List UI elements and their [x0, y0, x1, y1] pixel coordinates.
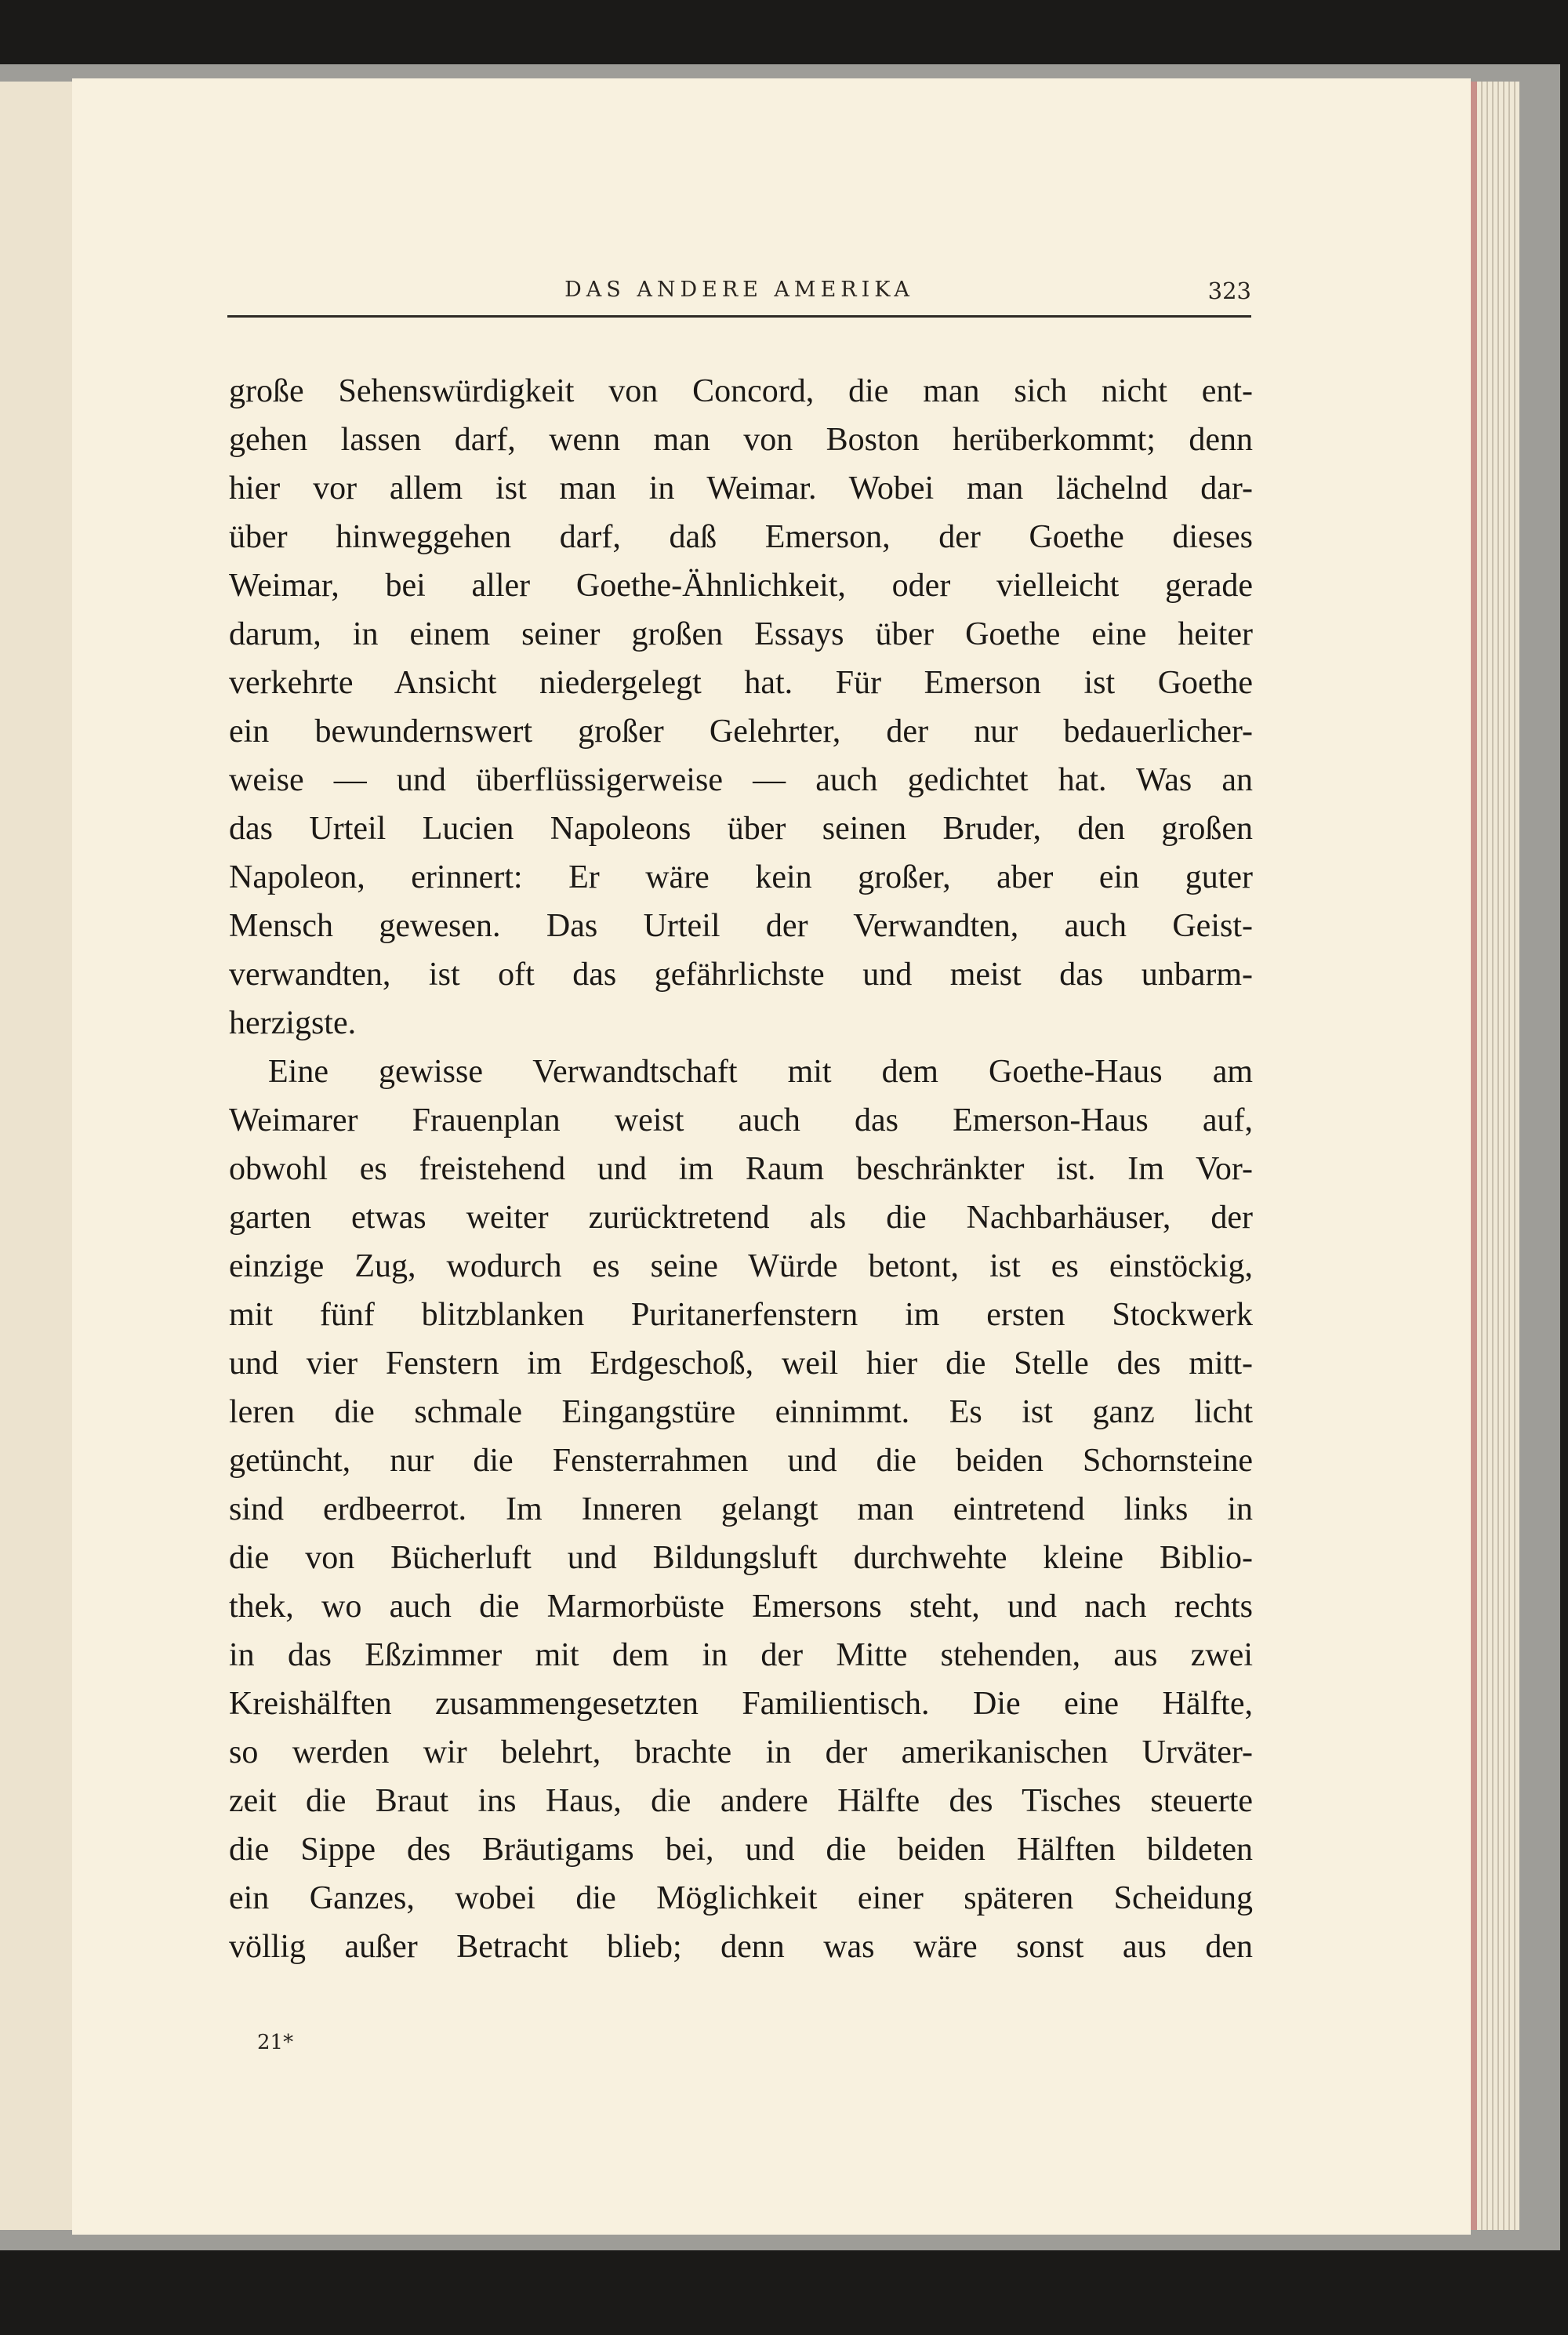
text-line: einzige Zug, wodurch es seine Würde betont, ist es einstöckig, — [229, 1248, 1253, 1284]
text-line: garten etwas weiter zurücktretend als die Nachbarhäuser, der — [229, 1200, 1253, 1236]
text-line: darum, in einem seiner großen Essays über Goethe eine heiter — [229, 616, 1253, 652]
text-line: über hinweggehen darf, daß Emerson, der Goethe dieses — [229, 519, 1253, 555]
text-line: zeit die Braut ins Haus, die andere Hälfte des Tisches steuerte — [229, 1783, 1253, 1819]
text-line: die von Bücherluft und Bildungsluft durchwehte kleine Biblio- — [229, 1540, 1253, 1576]
body-text — [229, 367, 1253, 1971]
text-line: thek, wo auch die Marmorbüste Emersons steht, und nach rechts — [229, 1589, 1253, 1625]
header-rule — [227, 315, 1251, 318]
text-line: verwandten, ist oft das gefährlichste und meist das unbarm- — [229, 957, 1253, 993]
running-header — [227, 278, 1251, 318]
text-line: in das Eßzimmer mit dem in der Mitte stehenden, aus zwei — [229, 1637, 1253, 1673]
text-line: Weimar, bei aller Goethe-Ähnlichkeit, oder vielleicht gerade — [229, 568, 1253, 604]
text-line: hier vor allem ist man in Weimar. Wobei man lächelnd dar- — [229, 470, 1253, 507]
text-line: herzigste. — [229, 1005, 357, 1041]
text-line: völlig außer Betracht blieb; denn was wäre sonst aus den — [229, 1929, 1253, 1965]
text-line: getüncht, nur die Fensterrahmen und die beiden Schornsteine — [229, 1443, 1253, 1479]
text-line: das Urteil Lucien Napoleons über seinen Bruder, den großen — [229, 811, 1253, 847]
text-line: und vier Fenstern im Erdgeschoß, weil hier die Stelle des mitt- — [229, 1345, 1253, 1382]
text-line: Mensch gewesen. Das Urteil der Verwandten, auch Geist- — [229, 908, 1253, 944]
text-line: Kreishälften zusammengesetzten Familientisch. Die eine Hälfte, — [229, 1686, 1253, 1722]
running-title: DAS ANDERE AMERIKA — [564, 278, 914, 302]
text-line: ein bewundernswert großer Gelehrter, der nur bedauerlicher- — [229, 714, 1253, 750]
text-line: so werden wir belehrt, brachte in der amerikanischen Urväter- — [229, 1734, 1253, 1770]
text-line: gehen lassen darf, wenn man von Boston herüberkommt; denn — [229, 422, 1253, 458]
text-line: verkehrte Ansicht niedergelegt hat. Für Emerson ist Goethe — [229, 665, 1253, 701]
text-line: sind erdbeerrot. Im Inneren gelangt man eintretend links in — [229, 1491, 1253, 1527]
text-line: große Sehenswürdigkeit von Concord, die man sich nicht ent- — [229, 373, 1253, 409]
text-line: mit fünf blitzblanken Puritanerfenstern im ersten Stockwerk — [229, 1297, 1253, 1333]
text-line: Weimarer Frauenplan weist auch das Emerson-Haus auf, — [229, 1102, 1253, 1138]
left-page-edge — [0, 82, 72, 2230]
signature-mark: 21* — [257, 2031, 294, 2054]
text-line: weise — und überflüssigerweise — auch gedichtet hat. Was an — [229, 762, 1253, 798]
page-number: 323 — [1207, 278, 1251, 304]
text-line: die Sippe des Bräutigams bei, und die beiden Hälften bildeten — [229, 1832, 1253, 1868]
text-line: Napoleon, erinnert: Er wäre kein großer, aber ein guter — [229, 859, 1253, 895]
text-line: obwohl es freistehend und im Raum beschränkter ist. Im Vor- — [229, 1151, 1253, 1187]
text-line: leren die schmale Eingangstüre einnimmt. Es ist ganz licht — [229, 1394, 1253, 1430]
text-line: ein Ganzes, wobei die Möglichkeit einer späteren Scheidung — [229, 1880, 1253, 1916]
text-line: Eine gewisse Verwandtschaft mit dem Goethe-Haus am — [268, 1054, 1253, 1090]
